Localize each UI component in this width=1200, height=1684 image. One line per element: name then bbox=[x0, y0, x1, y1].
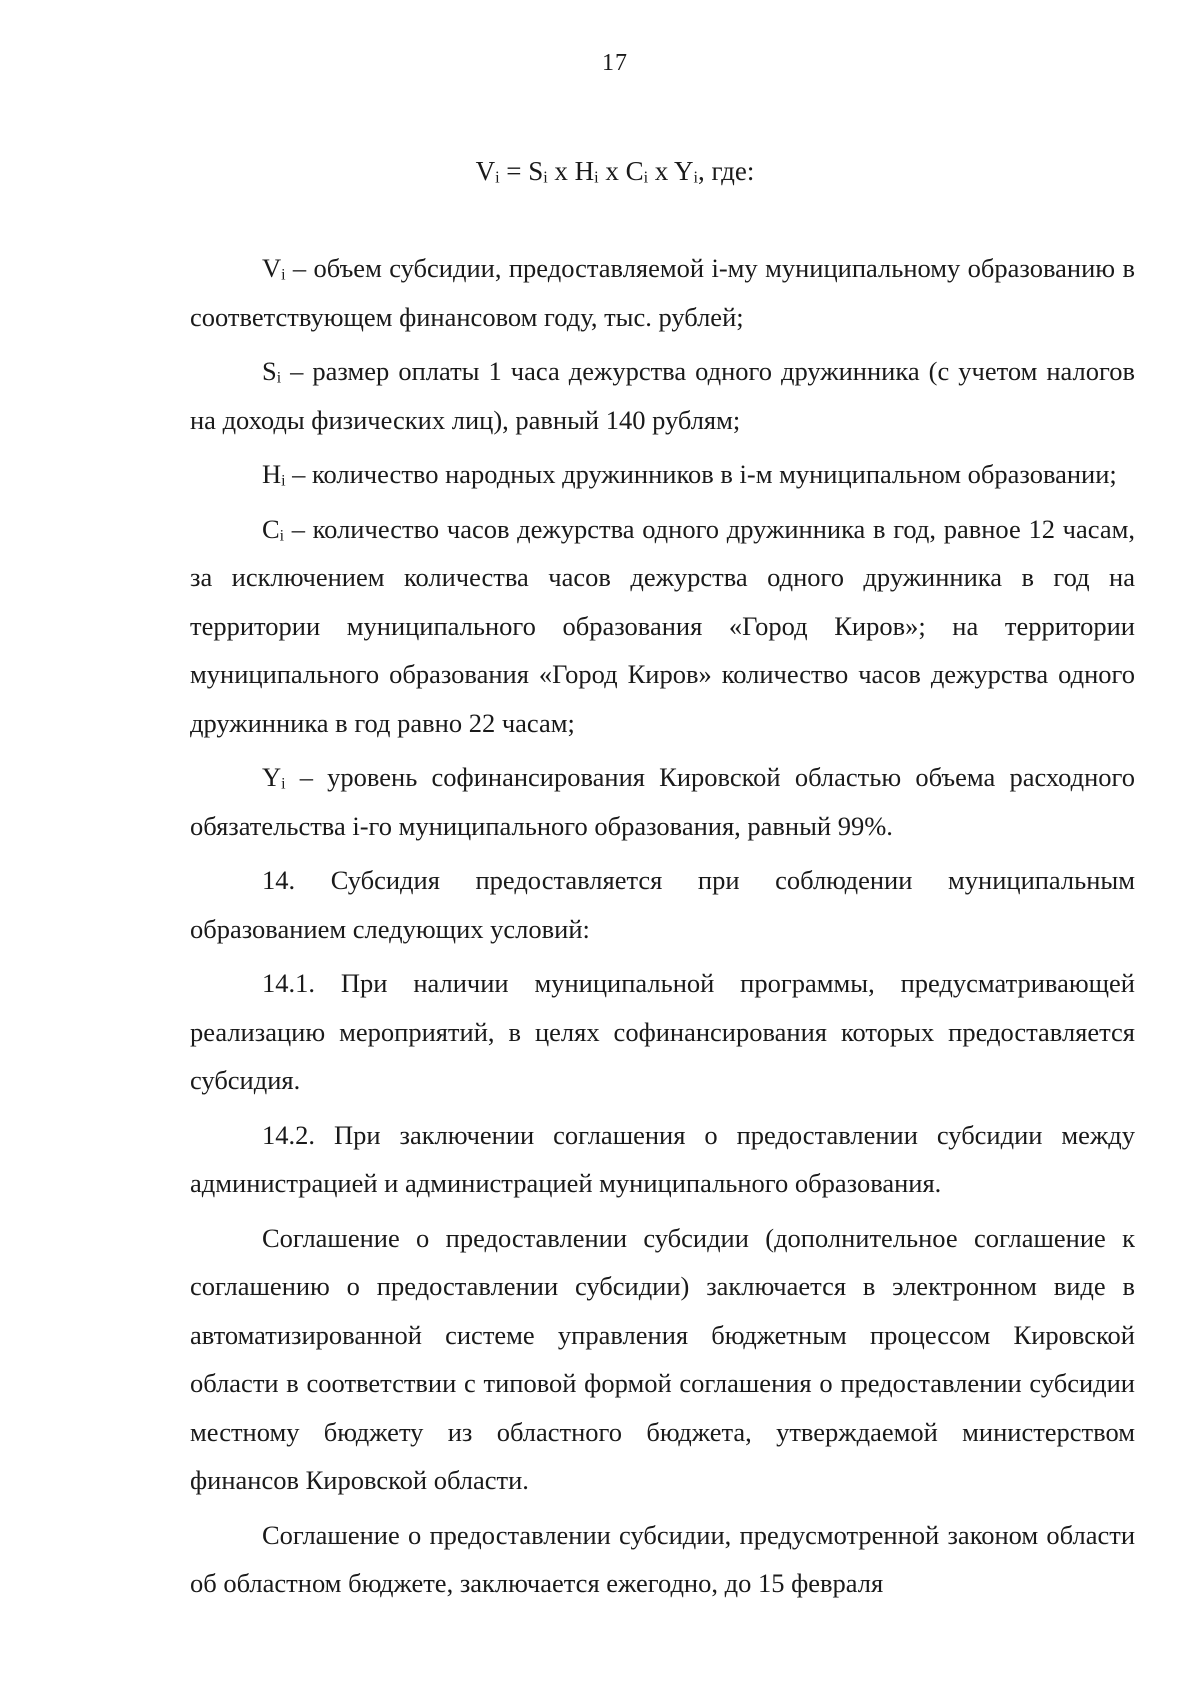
definition-v: Vᵢ – объем субсидии, предоставляемой i-му муниципальному образованию в соответствующем финансовом году, тыс. рублей; bbox=[190, 253, 1135, 332]
agreement-paragraph-2: Соглашение о предоставлении субсидии, предусмотренной законом области об областном бюджете, заключается ежегодно, до 15 февраля bbox=[190, 1519, 1135, 1598]
body-text bbox=[190, 244, 1135, 1614]
definition-c: Cᵢ – количество часов дежурства одного дружинника в год, равное 12 часам, за исключением количества часов дежурства одного дружинника в год на территории муниципального образования «Город Киров»; на территории муниципального образования «Город Киров» количество часов дежурства одного дружинника в год равно 22 часам; bbox=[190, 513, 1135, 738]
page-number: 17 bbox=[602, 50, 628, 76]
clause-14-2: 14.2. При заключении соглашения о предоставлении субсидии между администрацией и администрацией муниципального образования. bbox=[190, 1119, 1135, 1198]
clause-14-1: 14.1. При наличии муниципальной программы, предусматривающей реализацию мероприятий, в целях софинансирования которых предоставляется субсидия. bbox=[190, 968, 1135, 1095]
clause-14: 14. Субсидия предоставляется при соблюдении муниципальным образованием следующих условий: bbox=[190, 865, 1135, 944]
agreement-paragraph-1: Соглашение о предоставлении субсидии (дополнительное соглашение к соглашению о предоставлении субсидии) заключается в электронном виде в автоматизированной системе управления бюджетным процессом Кировской области в соответствии с типовой формой соглашения о предоставлении субсидии местному бюджету из областного бюджета, утверждаемой министерством финансов Кировской области. bbox=[190, 1222, 1135, 1495]
formula: Vᵢ = Sᵢ x Hᵢ x Cᵢ x Yᵢ, где: bbox=[475, 156, 755, 186]
definition-h: Hᵢ – количество народных дружинников в i-м муниципальном образовании; bbox=[262, 459, 1117, 489]
definition-s: Sᵢ – размер оплаты 1 часа дежурства одного дружинника (с учетом налогов на доходы физических лиц), равный 140 рублям; bbox=[190, 356, 1135, 435]
definition-y: Yᵢ – уровень софинансирования Кировской областью объема расходного обязательства i-го муниципального образования, равный 99%. bbox=[190, 762, 1135, 841]
